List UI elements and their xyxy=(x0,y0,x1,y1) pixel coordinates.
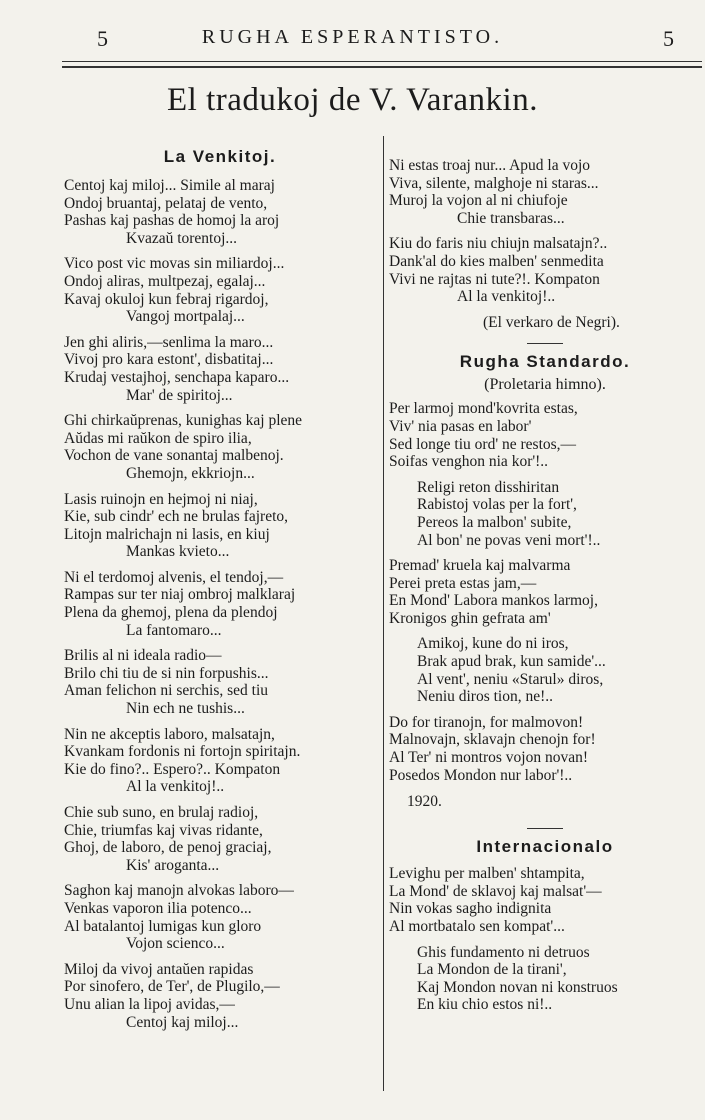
verse-line: Ni estas troaj nur... Apud la vojo xyxy=(389,157,591,174)
verse-line: Ghoj, de laboro, de penoj graciaj, xyxy=(64,839,272,857)
poem-title-la-venkitoj: La Venkitoj. xyxy=(163,147,277,166)
verse-line: Nin ne akceptis laboro, malsatajn, xyxy=(64,725,275,743)
verse-line: Dank'al do kies malben' senmedita xyxy=(389,252,604,270)
verse-line: Krudaj vestajhoj, senchapa kaparo... xyxy=(64,368,290,386)
verse-line: Centoj kaj miloj... Simile al maraj xyxy=(64,177,275,194)
stanza xyxy=(64,491,376,561)
verse-line: Miloj da vivoj antaŭen rapidas xyxy=(64,960,254,978)
running-title: RUGHA ESPERANTISTO. xyxy=(201,26,504,48)
verse-line: Vangoj mortpalaj... xyxy=(126,308,245,326)
verse-line: Chie, triumfas kaj vivas ridante, xyxy=(64,821,263,839)
verse-line: Ghemojn, ekkriojn... xyxy=(126,464,255,482)
stanza xyxy=(389,400,701,470)
verse-line: Saghon kaj manojn alvokas laboro— xyxy=(64,882,294,900)
stanza xyxy=(64,647,376,717)
stanza xyxy=(64,334,376,404)
verse-line: Unu alian la lipoj avidas,— xyxy=(64,995,235,1013)
verse-line: Al la venkitoj!.. xyxy=(126,778,225,796)
verse-line: Vico post vic movas sin miliardoj... xyxy=(64,255,285,273)
verse-line: La Mond' de sklavoj kaj malsat'— xyxy=(389,882,602,900)
verse-line: Mankas kvieto... xyxy=(126,543,230,561)
verse-line: Aman felichon ni serchis, sed tiu xyxy=(64,682,269,700)
verse-line: Kavaj okuloj kun febraj rigardoj, xyxy=(64,290,269,308)
stanza xyxy=(64,961,376,1031)
verse-line: En kiu chio estos ni!.. xyxy=(417,996,553,1014)
verse-line: Chie transbaras... xyxy=(457,209,565,227)
verse-line: Jen ghi aliris,—senlima la maro... xyxy=(64,333,274,351)
verse-line: Al Ter' ni montros vojon novan! xyxy=(389,749,589,767)
verse-line: Neniu diros tion, ne!.. xyxy=(417,688,554,706)
main-title: El tradukoj de V. Varankin. xyxy=(167,82,538,118)
verse-line: Per larmoj mond'kovrita estas, xyxy=(389,400,578,418)
stanza xyxy=(64,412,376,482)
stanza xyxy=(389,865,701,935)
verse-line: Al la venkitoj!.. xyxy=(457,288,556,306)
header-rule-thick xyxy=(62,66,702,68)
stanza xyxy=(64,569,376,639)
verse-line: La fantomaro... xyxy=(126,621,222,639)
verse-line: Brak apud brak, kun samide'... xyxy=(417,653,606,671)
stanza xyxy=(64,726,376,796)
stanza xyxy=(64,804,376,874)
verse-line: Kie, sub cindr' ech ne brulas fajreto, xyxy=(64,508,289,526)
stanza xyxy=(389,235,701,305)
verse-line: Vojon scienco... xyxy=(126,935,225,953)
verse-line: Rabistoj volas per la fort', xyxy=(417,496,577,514)
poem-body-la-venkitoj xyxy=(64,177,376,1031)
verse-line: Kiu do faris niu chiujn malsatajn?.. xyxy=(389,235,608,253)
poem-title-internacionalo: Internacionalo xyxy=(476,837,614,857)
verse-line: Venkas vaporon ilia potenco... xyxy=(64,899,252,917)
section-rule xyxy=(527,828,563,829)
column-divider xyxy=(383,136,384,1091)
verse-line: En Mond' Labora mankos larmoj, xyxy=(389,592,598,610)
verse-line: Viva, silente, malghoje ni staras... xyxy=(389,174,599,192)
verse-line: Muroj la vojon al ni chiufoje xyxy=(389,192,568,210)
verse-line: Al mortbatalo sen kompat'... xyxy=(389,918,565,935)
verse-line: Sed longe tiu ord' ne restos,— xyxy=(389,435,577,453)
verse-line: Chie sub suno, en brulaj radioj, xyxy=(64,804,259,821)
verse-line: Plena da ghemoj, plena da plendoj xyxy=(64,604,278,622)
stanza xyxy=(64,255,376,325)
verse-line: Kis' aroganta... xyxy=(126,856,220,874)
verse-line: Amikoj, kune do ni iros, xyxy=(417,635,569,653)
verse-line: Nin ech ne tushis... xyxy=(126,700,245,718)
verse-line: Pereos la malbon' subite, xyxy=(417,513,572,531)
verse-line: Aŭdas mi raŭkon de spiro ilia, xyxy=(64,429,252,447)
verse-line: Rampas sur ter niaj ombroj malklaraj xyxy=(64,586,296,604)
left-column xyxy=(64,145,376,1039)
stanza xyxy=(389,714,701,784)
verse-line: Lasis ruinojn en hejmoj ni niaj, xyxy=(64,490,258,508)
verse-line: Al vent', neniu «Starul» diros, xyxy=(417,670,604,688)
stanza xyxy=(389,635,701,705)
page-number-left: 5 xyxy=(97,26,108,51)
verse-line: Ni el terdomoj alvenis, el tendoj,— xyxy=(64,568,284,586)
verse-line: Vochon de vane sonantaj malbenoj. xyxy=(64,447,284,465)
verse-line: Viv' nia pasas en labor' xyxy=(389,417,532,435)
stanza xyxy=(389,557,701,627)
poem-body-internacionalo xyxy=(389,865,701,1014)
verse-line: Perei preta estas jam,— xyxy=(389,574,537,592)
verse-line: Al batalantoj lumigas kun gloro xyxy=(64,917,262,935)
verse-line: Kvazaŭ torentoj... xyxy=(126,229,238,247)
verse-line: Centoj kaj miloj... xyxy=(126,1013,239,1031)
verse-line: Ghis fundamento ni detruos xyxy=(417,943,590,961)
poem-continuation xyxy=(389,157,701,306)
verse-line: Pashas kaj pashas de homoj la aroj xyxy=(64,212,280,230)
verse-line: Por sinofero, de Ter', de Plugilo,— xyxy=(64,978,280,996)
verse-line: Kronigos ghin gefrata am' xyxy=(389,609,551,627)
verse-line: Al bon' ne povas veni mort'!.. xyxy=(417,531,601,549)
verse-line: La Mondon de la tirani', xyxy=(417,961,567,979)
header-rule-thin xyxy=(62,61,702,62)
verse-line: Ghi chirkaŭprenas, kunighas kaj plene xyxy=(64,412,303,430)
section-rule xyxy=(527,343,563,344)
verse-line: Vivoj pro kara estont', disbatitaj... xyxy=(64,351,274,369)
stanza xyxy=(64,177,376,247)
verse-line: Levighu per malben' shtampita, xyxy=(389,865,585,883)
page-header xyxy=(0,24,705,54)
poem-subtitle: (Proletaria himno). xyxy=(484,376,606,394)
verse-line: Malnovajn, sklavajn chenojn for! xyxy=(389,731,596,749)
verse-line: Do for tiranojn, for malmovon! xyxy=(389,713,584,731)
verse-line: Mar' de spiritoj... xyxy=(126,386,233,404)
verse-line: Brilo chi tiu de si nin forpushis... xyxy=(64,664,269,682)
verse-line: Ondoj bruantaj, pelataj de vento, xyxy=(64,194,268,212)
stanza xyxy=(389,944,701,1014)
stanza xyxy=(389,157,701,227)
poem-date: 1920. xyxy=(407,793,442,811)
verse-line: Premad' kruela kaj malvarma xyxy=(389,557,571,575)
page-number-right: 5 xyxy=(663,26,674,51)
attribution: (El verkaro de Negri). xyxy=(483,313,620,331)
verse-line: Posedos Mondon nur labor'!.. xyxy=(389,766,573,784)
stanza xyxy=(389,479,701,549)
verse-line: Soifas venghon nia kor'!.. xyxy=(389,453,549,471)
verse-line: Kaj Mondon novan ni konstruos xyxy=(417,978,618,996)
poem-title-rugha-standardo: Rugha Standardo. xyxy=(459,352,631,372)
verse-line: Kie do fino?.. Espero?.. Kompaton xyxy=(64,760,281,778)
verse-line: Ondoj aliras, multpezaj, egalaj... xyxy=(64,272,266,290)
verse-line: Kvankam fordonis ni fortojn spiritajn. xyxy=(64,743,301,761)
verse-line: Vivi ne rajtas ni tute?!. Kompaton xyxy=(389,270,600,288)
verse-line: Brilis al ni ideala radio— xyxy=(64,647,222,665)
verse-line: Religi reton disshiritan xyxy=(417,478,560,496)
verse-line: Litojn malrichajn ni lasis, en kiuj xyxy=(64,525,270,543)
verse-line: Nin vokas sagho indignita xyxy=(389,900,552,918)
stanza xyxy=(64,882,376,952)
poem-body-rugha-standardo xyxy=(389,400,701,784)
right-column xyxy=(389,145,701,1022)
